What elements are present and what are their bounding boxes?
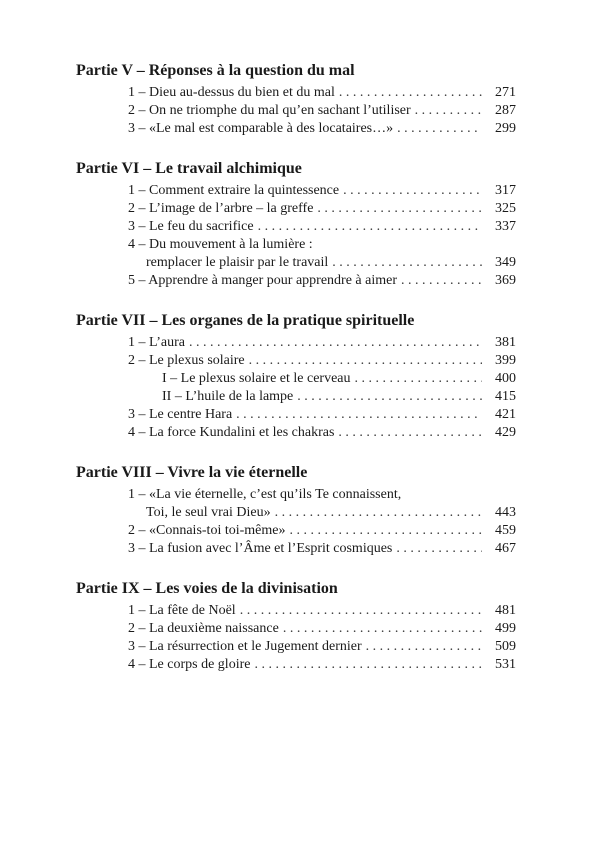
entry-continuation [128, 504, 516, 522]
page-number: 400 [495, 371, 516, 386]
toc-entry[interactable] [128, 120, 516, 138]
dot-leader [254, 656, 482, 674]
toc-entry[interactable] [128, 218, 516, 236]
dot-leader [317, 200, 482, 218]
page-number: 369 [495, 273, 516, 288]
dot-leader [332, 254, 482, 272]
toc-part [76, 576, 516, 674]
page-number: 499 [495, 621, 516, 636]
entry-title: 4 – Du mouvement à la lumière : [128, 237, 313, 252]
toc-part [76, 156, 516, 290]
entry-list [76, 486, 516, 558]
entry-title: 1 – Dieu au-dessus du bien et du mal [128, 85, 335, 100]
entry-title: 4 – Le corps de gloire [128, 657, 251, 672]
dot-leader [283, 620, 482, 638]
entry-title: 4 – La force Kundalini et les chakras [128, 425, 335, 440]
toc-entry[interactable] [128, 638, 516, 656]
entry-list [76, 182, 516, 290]
dot-leader [397, 120, 482, 138]
page-number: 337 [495, 219, 516, 234]
table-of-contents [76, 58, 516, 692]
part-title: Partie VIII – Vivre la vie éternelle [76, 464, 308, 481]
page-number: 299 [495, 121, 516, 136]
dot-leader [355, 370, 482, 388]
page-number: 317 [495, 183, 516, 198]
toc-entry[interactable] [128, 522, 516, 540]
page-number: 271 [495, 85, 516, 100]
page-number: 467 [495, 541, 516, 556]
entry-title: 3 – «Le mal est comparable à des locataires…» [128, 121, 394, 136]
page-number: 531 [495, 657, 516, 672]
dot-leader [240, 602, 482, 620]
entry-title: 3 – Le feu du sacrifice [128, 219, 254, 234]
entry-title: 1 – Comment extraire la quintessence [128, 183, 340, 198]
toc-entry[interactable] [128, 620, 516, 638]
part-title: Partie V – Réponses à la question du mal [76, 62, 355, 79]
entry-title: 3 – La fusion avec l’Âme et l’Esprit cosmiques [128, 541, 393, 556]
toc-part [76, 460, 516, 558]
entry-title: 1 – La fête de Noël [128, 603, 236, 618]
part-title: Partie VI – Le travail alchimique [76, 160, 302, 177]
page-number: 287 [495, 103, 516, 118]
entry-list [76, 334, 516, 442]
toc-entry[interactable] [128, 352, 516, 370]
toc-entry[interactable] [128, 236, 516, 272]
entry-title: 2 – On ne triomphe du mal qu’en sachant l’utiliser [128, 103, 411, 118]
entry-title: II – L’huile de la lampe [162, 389, 294, 404]
toc-entry[interactable] [128, 182, 516, 200]
toc-entry[interactable] [128, 540, 516, 558]
toc-subentry[interactable] [128, 388, 516, 406]
dot-leader [366, 638, 482, 656]
dot-leader [249, 352, 482, 370]
toc-part [76, 308, 516, 442]
entry-title: 2 – L’image de l’arbre – la greffe [128, 201, 314, 216]
dot-leader [339, 84, 482, 102]
entry-title: 2 – La deuxième naissance [128, 621, 279, 636]
dot-leader [343, 182, 482, 200]
entry-list [76, 84, 516, 138]
page-number: 349 [495, 255, 516, 270]
toc-subentry[interactable] [128, 370, 516, 388]
page-number: 509 [495, 639, 516, 654]
part-title: Partie IX – Les voies de la divinisation [76, 580, 338, 597]
dot-leader [297, 388, 482, 406]
entry-title: 5 – Apprendre à manger pour apprendre à aimer [128, 273, 397, 288]
dot-leader [258, 218, 482, 236]
dot-leader [396, 540, 482, 558]
page-number: 415 [495, 389, 516, 404]
toc-entry[interactable] [128, 486, 516, 522]
dot-leader [289, 522, 482, 540]
entry-title-continued: Toi, le seul vrai Dieu» [146, 505, 271, 520]
dot-leader [189, 334, 482, 352]
page-number: 381 [495, 335, 516, 350]
entry-title: I – Le plexus solaire et le cerveau [162, 371, 351, 386]
dot-leader [236, 406, 482, 424]
toc-entry[interactable] [128, 406, 516, 424]
entry-title: 2 – Le plexus solaire [128, 353, 245, 368]
entry-continuation [128, 254, 516, 272]
page-number: 399 [495, 353, 516, 368]
page-number: 481 [495, 603, 516, 618]
entry-title: 1 – L’aura [128, 335, 186, 350]
page-number: 325 [495, 201, 516, 216]
page-number: 421 [495, 407, 516, 422]
part-title: Partie VII – Les organes de la pratique spirituelle [76, 312, 415, 329]
toc-part [76, 58, 516, 138]
entry-title: 2 – «Connais-toi toi-même» [128, 523, 286, 538]
entry-title-continued: remplacer le plaisir par le travail [146, 255, 329, 270]
toc-entry[interactable] [128, 424, 516, 442]
entry-title: 1 – «La vie éternelle, c’est qu’ils Te connaissent, [128, 487, 402, 502]
dot-leader [275, 504, 482, 522]
toc-entry[interactable] [128, 272, 516, 290]
entry-list [76, 602, 516, 674]
toc-entry[interactable] [128, 200, 516, 218]
toc-entry[interactable] [128, 102, 516, 120]
page-number: 443 [495, 505, 516, 520]
dot-leader [401, 272, 482, 290]
page-number: 429 [495, 425, 516, 440]
entry-title: 3 – La résurrection et le Jugement dernier [128, 639, 362, 654]
toc-entry[interactable] [128, 84, 516, 102]
page-number: 459 [495, 523, 516, 538]
toc-entry[interactable] [128, 334, 516, 352]
toc-entry[interactable] [128, 656, 516, 674]
dot-leader [415, 102, 482, 120]
entry-title: 3 – Le centre Hara [128, 407, 233, 422]
toc-entry[interactable] [128, 602, 516, 620]
dot-leader [338, 424, 482, 442]
